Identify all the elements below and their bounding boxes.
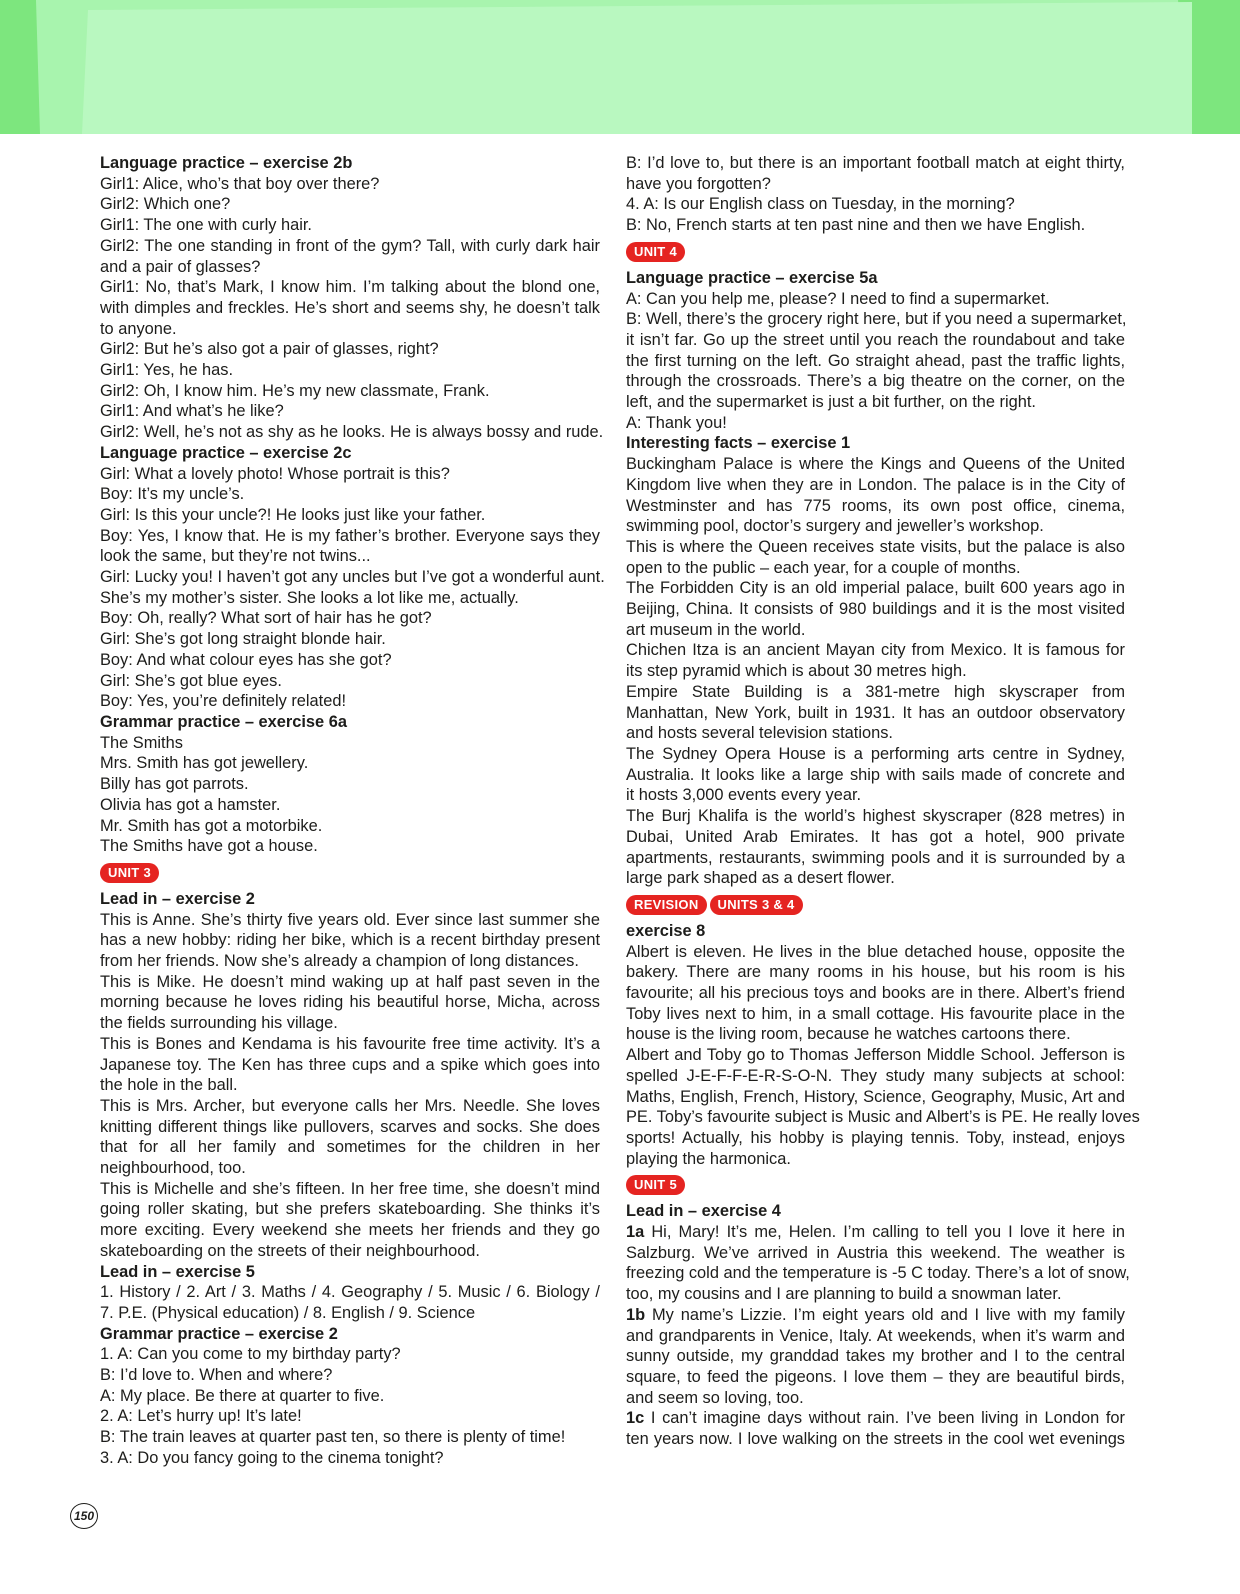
text-line: Girl: Lucky you! I haven’t got any uncles but I’ve got a wonderful aunt. xyxy=(100,568,605,587)
text-line: Girl: Is this your uncle?! He looks just like your father. xyxy=(100,505,486,524)
text-span: Hi, Mary! It’s me, Helen. I’m calling to tell you I love it here in xyxy=(644,1223,1125,1242)
text-line: Girl2: Oh, I know him. He’s my new classmate, Frank. xyxy=(100,381,490,400)
text-line: the hole in the ball. xyxy=(100,1076,238,1095)
text-line: Boy: Oh, really? What sort of hair has he got? xyxy=(100,609,432,628)
text-line: skateboarding on the streets of their neighbourhood. xyxy=(100,1241,480,1260)
text-line xyxy=(626,1408,1125,1429)
text-line: Chichen Itza is an ancient Mayan city from Mexico. It is famous for xyxy=(626,641,1125,660)
right-column xyxy=(626,153,1140,1450)
text-line: morning because he loves riding his beautiful horse, Micha, across xyxy=(100,993,600,1012)
text-line: and seem so loving, too. xyxy=(626,1388,804,1407)
text-line: bakery. There are many rooms in his house, but his room is his xyxy=(626,963,1125,982)
text-line: its step pyramid which is about 30 metres high. xyxy=(626,662,967,681)
text-line: from her friends. Now she’s already a champion of long distances. xyxy=(100,952,579,971)
heading: exercise 8 xyxy=(626,921,706,940)
page-number: 150 xyxy=(70,1503,98,1529)
text-line: The Sydney Opera House is a performing arts centre in Sydney, xyxy=(626,744,1125,763)
text-line: Westminster and has 775 rooms, its own post office, cinema, xyxy=(626,496,1125,515)
text-line: Albert is eleven. He lives in the blue detached house, opposite the xyxy=(626,942,1125,961)
revision-badge: REVISION xyxy=(626,895,707,915)
text-line: freezing cold and the temperature is -5 C today. There’s a lot of snow, xyxy=(626,1264,1130,1283)
text-line: the fields surrounding his village. xyxy=(100,1014,338,1033)
text-line: sunny outside, my granddad takes my brother and I to the central xyxy=(626,1347,1125,1366)
unit-badge-row xyxy=(626,1169,1125,1201)
text-line: The Smiths xyxy=(100,733,183,752)
text-line: left, and the supermarket is just a bit further, on the right. xyxy=(626,393,1036,412)
text-line: Girl: She’s got long straight blonde hair. xyxy=(100,630,386,649)
text-line: Girl: What a lovely photo! Whose portrait is this? xyxy=(100,464,450,483)
text-line: look the same, but they’re not twins... xyxy=(100,547,371,566)
text-line: Girl2: The one standing in front of the gym? Tall, with curly dark hair xyxy=(100,236,600,255)
revision-badge-row xyxy=(626,889,1125,921)
heading: Language practice – exercise 2b xyxy=(100,154,353,172)
text-span: My name’s Lizzie. I’m eight years old and I live with my family xyxy=(645,1305,1125,1324)
heading: Grammar practice – exercise 2 xyxy=(100,1324,338,1343)
text-line: and hosts several television stations. xyxy=(626,724,893,743)
text-line: Boy: Yes, I know that. He is my father’s brother. Everyone says they xyxy=(100,526,600,545)
text-line: 3. A: Do you fancy going to the cinema tonight? xyxy=(100,1448,444,1467)
text-line: Boy: Yes, you’re definitely related! xyxy=(100,692,347,711)
text-line: knitting different things like pullovers, scarves and socks. She does xyxy=(100,1117,600,1136)
text-line: The Forbidden City is an old imperial palace, built 600 years ago in xyxy=(626,579,1125,598)
heading: Lead in – exercise 4 xyxy=(626,1202,781,1221)
text-line: too, my cousins and I are planning to build a snowman later. xyxy=(626,1285,1062,1304)
text-line: neighbourhood, too. xyxy=(100,1159,246,1178)
text-line: B: The train leaves at quarter past ten, so there is plenty of time! xyxy=(100,1428,566,1447)
text-line: A: Can you help me, please? I need to find a supermarket. xyxy=(626,289,1050,308)
text-line: A: My place. Be there at quarter to five. xyxy=(100,1386,385,1405)
heading: Language practice – exercise 5a xyxy=(626,268,878,287)
text-line: Japanese toy. The Ken has three cups and a spike which goes into xyxy=(100,1055,600,1074)
units-3-4-badge: UNITS 3 & 4 xyxy=(710,895,803,915)
text-line: Girl: She’s got blue eyes. xyxy=(100,671,282,690)
text-line: This is Michelle and she’s fifteen. In her free time, she doesn’t mind xyxy=(100,1179,600,1198)
text-line: The Burj Khalifa is the world’s highest skyscraper (828 metres) in xyxy=(626,807,1125,826)
text-line: A: Thank you! xyxy=(626,413,727,432)
text-line: has a new hobby: riding her bike, which is a recent birthday present xyxy=(100,931,600,950)
text-line: Girl1: And what’s he like? xyxy=(100,402,284,421)
text-line: Beijing, China. It consists of 980 buildings and it is the most visited xyxy=(626,600,1125,619)
text-line: Girl1: The one with curly hair. xyxy=(100,216,312,235)
unit-badge-row xyxy=(100,857,600,889)
text-line: The Smiths have got a house. xyxy=(100,837,318,856)
text-line xyxy=(626,1305,1125,1326)
text-line: 7. P.E. (Physical education) / 8. English / 9. Science xyxy=(100,1303,476,1322)
text-line: Albert and Toby go to Thomas Jefferson Middle School. Jefferson is xyxy=(626,1046,1125,1065)
heading: Lead in – exercise 5 xyxy=(100,1262,255,1281)
text-line: Boy: It’s my uncle’s. xyxy=(100,485,245,504)
item-number: 1a xyxy=(626,1223,645,1242)
text-line: Girl1: Alice, who’s that boy over there? xyxy=(100,174,380,193)
text-line: it hosts 3,000 events every year. xyxy=(626,786,862,805)
text-line: Girl2: But he’s also got a pair of glasses, right? xyxy=(100,340,439,359)
text-line: B: I’d love to, but there is an important football match at eight thirty, xyxy=(626,154,1125,172)
text-line: have you forgotten? xyxy=(626,174,771,193)
text-line: Empire State Building is a 381-metre high skyscraper from xyxy=(626,682,1125,701)
heading: Lead in – exercise 2 xyxy=(100,889,255,908)
text-line: Olivia has got a hamster. xyxy=(100,795,281,814)
text-line: it isn’t far. Go up the street until you reach the roundabout and take xyxy=(626,330,1125,349)
text-line: B: Well, there’s the grocery right here, but if you need a supermarket, xyxy=(626,310,1127,329)
text-line: Girl1: No, that’s Mark, I know him. I’m talking about the blond one, xyxy=(100,278,600,297)
text-line: large park shaped as a desert flower. xyxy=(626,869,895,888)
text-line: more exciting. Every weekend she meets her friends and they go xyxy=(100,1221,600,1240)
unit-5-badge: UNIT 5 xyxy=(626,1175,685,1195)
text-line: Manhattan, New York, built in 1931. It has an outdoor observatory xyxy=(626,703,1125,722)
header-banner xyxy=(0,0,1240,134)
text-line: This is Mrs. Archer, but everyone calls her Mrs. Needle. She loves xyxy=(100,1096,600,1115)
text-line: square, to feed the pigeons. I love them – they are beautiful birds, xyxy=(626,1367,1125,1386)
text-line: sports! Actually, his hobby is playing tennis. Toby, instead, enjoys xyxy=(626,1128,1125,1147)
text-line: house is the living room, because he watches cartoons there. xyxy=(626,1025,1071,1044)
text-line: swimming pool, doctor’s surgery and jeweller’s workshop. xyxy=(626,517,1044,536)
text-line: Girl1: Yes, he has. xyxy=(100,361,234,380)
text-line: with dimples and freckles. He’s short and seems shy, he doesn’t talk xyxy=(100,298,600,317)
text-span: I can’t imagine days without rain. I’ve been living in London for xyxy=(644,1409,1125,1428)
text-line: She’s my mother’s sister. She looks a lot like me, actually. xyxy=(100,588,519,607)
text-line: Billy has got parrots. xyxy=(100,775,249,794)
text-line: This is where the Queen receives state visits, but the palace is also xyxy=(626,537,1125,556)
text-line: going roller skating, but she prefers skateboarding. She thinks it’s xyxy=(100,1200,600,1219)
text-line: 1. A: Can you come to my birthday party? xyxy=(100,1345,401,1364)
text-line: PE. Toby’s favourite subject is Music and Albert’s is PE. He really loves xyxy=(626,1108,1140,1127)
unit-4-badge: UNIT 4 xyxy=(626,242,685,262)
text-line: Boy: And what colour eyes has she got? xyxy=(100,650,392,669)
text-line: Dubai, United Arab Emirates. It has got a hotel, 900 private xyxy=(626,827,1125,846)
heading: Grammar practice – exercise 6a xyxy=(100,712,347,731)
text-line: Mr. Smith has got a motorbike. xyxy=(100,816,323,835)
text-line: Toby lives next to him, in a small cottage. His favourite place in the xyxy=(626,1004,1125,1023)
text-line: ten years now. I love walking on the streets in the cool wet evenings xyxy=(626,1430,1125,1449)
text-line: open to the public – each year, for a couple of months. xyxy=(626,558,1021,577)
text-line: apartments, restaurants, swimming pools and it is surrounded by a xyxy=(626,848,1125,867)
heading: Language practice – exercise 2c xyxy=(100,443,352,462)
text-line: This is Mike. He doesn’t mind waking up at half past seven in the xyxy=(100,972,600,991)
text-line: playing the harmonica. xyxy=(626,1149,791,1168)
text-line: through the crossroads. There’s a big theatre on the corner, on the xyxy=(626,372,1125,391)
text-line xyxy=(626,1222,1125,1243)
item-number: 1c xyxy=(626,1409,645,1428)
text-line: Girl2: Which one? xyxy=(100,195,231,214)
unit-3-badge: UNIT 3 xyxy=(100,863,159,883)
text-line: art museum in the world. xyxy=(626,620,806,639)
text-line: 2. A: Let’s hurry up! It’s late! xyxy=(100,1407,302,1426)
text-line: Kingdom live when they are in London. The palace is in the City of xyxy=(626,475,1125,494)
left-column xyxy=(100,153,605,1469)
text-line: 1. History / 2. Art / 3. Maths / 4. Geography / 5. Music / 6. Biology / xyxy=(100,1283,600,1302)
text-line: Buckingham Palace is where the Kings and Queens of the United xyxy=(626,455,1125,474)
text-line: and a pair of glasses? xyxy=(100,257,261,276)
text-line: This is Anne. She’s thirty five years old. Ever since last summer she xyxy=(100,910,600,929)
item-number: 1b xyxy=(626,1305,646,1324)
text-line: This is Bones and Kendama is his favourite free time activity. It’s a xyxy=(100,1034,600,1053)
text-line: Salzburg. We’ve arrived in Austria this weekend. The weather is xyxy=(626,1243,1125,1262)
text-line: B: I’d love to. When and where? xyxy=(100,1366,333,1385)
text-line: that for all her family and sometimes for the children in her xyxy=(100,1138,600,1157)
text-line: the first turning on the left. Go straight ahead, past the traffic lights, xyxy=(626,351,1125,370)
text-line: Maths, English, French, History, Science, Geography, Music, Art and xyxy=(626,1087,1125,1106)
text-line: to anyone. xyxy=(100,319,177,338)
text-line: Girl2: Well, he’s not as shy as he looks. He is always bossy and rude. xyxy=(100,423,604,442)
text-line: Mrs. Smith has got jewellery. xyxy=(100,754,309,773)
text-line: and grandparents in Venice, Italy. At weekends, when it’s warm and xyxy=(626,1326,1125,1345)
heading: Interesting facts – exercise 1 xyxy=(626,434,851,453)
text-line: spelled J-E-F-F-E-R-S-O-N. They study many subjects at school: xyxy=(626,1066,1125,1085)
text-line: favourite; all his precious toys and books are in there. Albert’s friend xyxy=(626,984,1125,1003)
unit-badge-row xyxy=(626,236,1125,268)
text-line: Australia. It looks like a large ship with sails made of concrete and xyxy=(626,765,1125,784)
text-line: 4. A: Is our English class on Tuesday, in the morning? xyxy=(626,195,1015,214)
text-line: B: No, French starts at ten past nine and then we have English. xyxy=(626,216,1086,235)
